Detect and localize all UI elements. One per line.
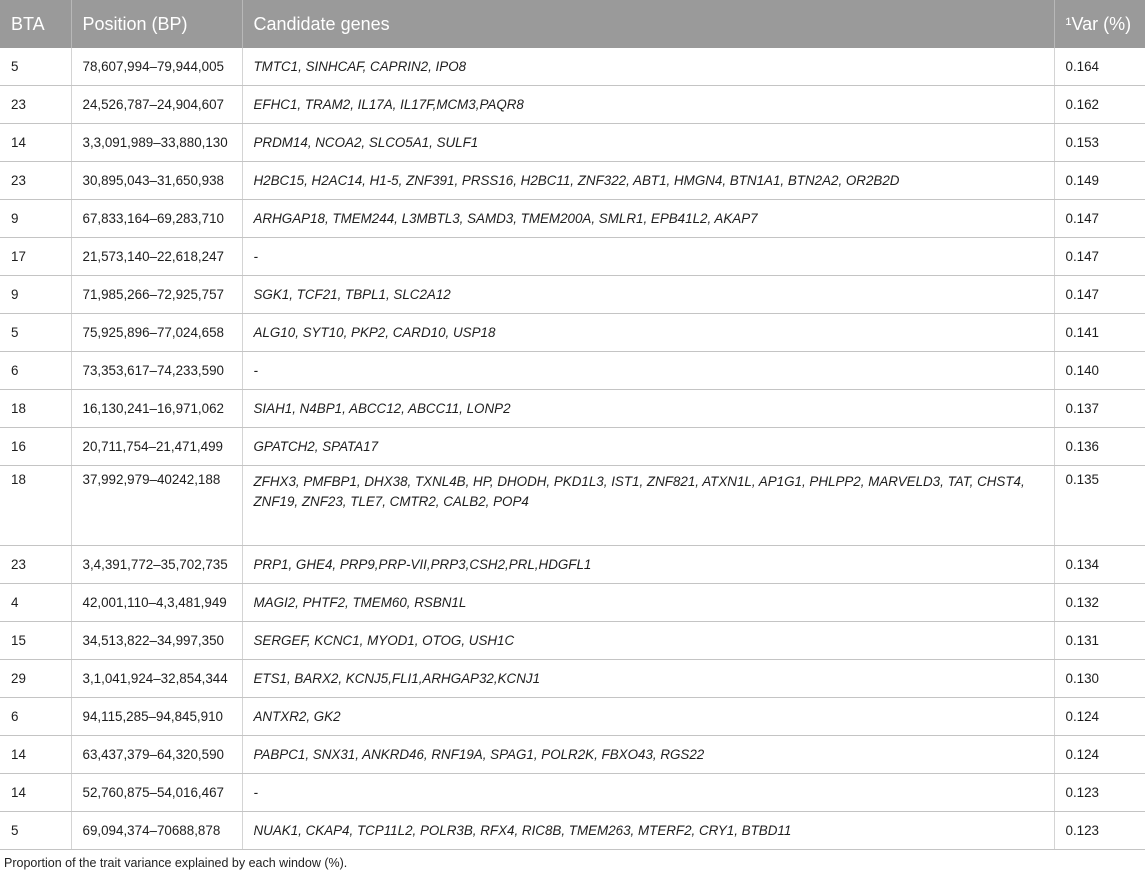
cell-position: 67,833,164–69,283,710 <box>71 200 242 238</box>
cell-candidate-genes: SERGEF, KCNC1, MYOD1, OTOG, USH1C <box>242 622 1054 660</box>
table-row <box>0 200 1145 238</box>
cell-var: 0.149 <box>1054 162 1145 200</box>
cell-var: 0.136 <box>1054 428 1145 466</box>
cell-bta: 9 <box>0 276 71 314</box>
cell-bta: 6 <box>0 698 71 736</box>
cell-var: 0.132 <box>1054 584 1145 622</box>
cell-candidate-genes: ARHGAP18, TMEM244, L3MBTL3, SAMD3, TMEM200A, SMLR1, EPB41L2, AKAP7 <box>242 200 1054 238</box>
header-position: Position (BP) <box>71 0 242 48</box>
cell-position: 42,001,110–4,3,481,949 <box>71 584 242 622</box>
cell-candidate-genes: ETS1, BARX2, KCNJ5,FLI1,ARHGAP32,KCNJ1 <box>242 660 1054 698</box>
table-row <box>0 812 1145 850</box>
cell-var: 0.141 <box>1054 314 1145 352</box>
cell-candidate-genes: - <box>242 352 1054 390</box>
cell-bta: 5 <box>0 48 71 86</box>
cell-bta: 14 <box>0 774 71 812</box>
cell-position: 37,992,979–40242,188 <box>71 466 242 546</box>
table-row <box>0 48 1145 86</box>
cell-bta: 14 <box>0 736 71 774</box>
header-row <box>0 0 1145 48</box>
table-row <box>0 546 1145 584</box>
table-row <box>0 622 1145 660</box>
cell-position: 30,895,043–31,650,938 <box>71 162 242 200</box>
cell-var: 0.123 <box>1054 774 1145 812</box>
cell-position: 3,3,091,989–33,880,130 <box>71 124 242 162</box>
cell-var: 0.140 <box>1054 352 1145 390</box>
cell-candidate-genes: SIAH1, N4BP1, ABCC12, ABCC11, LONP2 <box>242 390 1054 428</box>
cell-candidate-genes: - <box>242 774 1054 812</box>
cell-position: 34,513,822–34,997,350 <box>71 622 242 660</box>
cell-candidate-genes: SGK1, TCF21, TBPL1, SLC2A12 <box>242 276 1054 314</box>
cell-bta: 23 <box>0 546 71 584</box>
table-row <box>0 698 1145 736</box>
header-var: ¹Var (%) <box>1054 0 1145 48</box>
cell-var: 0.131 <box>1054 622 1145 660</box>
cell-bta: 23 <box>0 86 71 124</box>
table-row <box>0 584 1145 622</box>
cell-candidate-genes: ANTXR2, GK2 <box>242 698 1054 736</box>
table-row <box>0 238 1145 276</box>
cell-position: 24,526,787–24,904,607 <box>71 86 242 124</box>
cell-var: 0.137 <box>1054 390 1145 428</box>
cell-position: 20,711,754–21,471,499 <box>71 428 242 466</box>
cell-candidate-genes: TMTC1, SINHCAF, CAPRIN2, IPO8 <box>242 48 1054 86</box>
cell-bta: 18 <box>0 466 71 546</box>
cell-position: 3,4,391,772–35,702,735 <box>71 546 242 584</box>
cell-position: 78,607,994–79,944,005 <box>71 48 242 86</box>
cell-candidate-genes: - <box>242 238 1054 276</box>
cell-position: 16,130,241–16,971,062 <box>71 390 242 428</box>
cell-var: 0.124 <box>1054 736 1145 774</box>
cell-var: 0.135 <box>1054 466 1145 546</box>
cell-position: 21,573,140–22,618,247 <box>71 238 242 276</box>
table-row <box>0 124 1145 162</box>
cell-bta: 17 <box>0 238 71 276</box>
table-row <box>0 276 1145 314</box>
cell-bta: 23 <box>0 162 71 200</box>
cell-candidate-genes: PRP1, GHE4, PRP9,PRP-VII,PRP3,CSH2,PRL,HDGFL1 <box>242 546 1054 584</box>
cell-var: 0.153 <box>1054 124 1145 162</box>
header-candidate-genes: Candidate genes <box>242 0 1054 48</box>
cell-candidate-genes: ZFHX3, PMFBP1, DHX38, TXNL4B, HP, DHODH, PKD1L3, IST1, ZNF821, ATXN1L, AP1G1, PHLPP2, MARVELD3, TAT, CHST4, ZNF19, ZNF23, TLE7, CMTR2, CALB2, POP4 <box>242 466 1054 546</box>
cell-candidate-genes: PABPC1, SNX31, ANKRD46, RNF19A, SPAG1, POLR2K, FBXO43, RGS22 <box>242 736 1054 774</box>
table-row <box>0 736 1145 774</box>
cell-position: 69,094,374–70688,878 <box>71 812 242 850</box>
cell-var: 0.130 <box>1054 660 1145 698</box>
table-row <box>0 390 1145 428</box>
table-row <box>0 466 1145 546</box>
cell-bta: 5 <box>0 314 71 352</box>
cell-position: 94,115,285–94,845,910 <box>71 698 242 736</box>
cell-bta: 14 <box>0 124 71 162</box>
table-body <box>0 48 1145 850</box>
header-bta: BTA <box>0 0 71 48</box>
table-row <box>0 86 1145 124</box>
cell-bta: 15 <box>0 622 71 660</box>
cell-var: 0.147 <box>1054 200 1145 238</box>
cell-position: 52,760,875–54,016,467 <box>71 774 242 812</box>
cell-candidate-genes: EFHC1, TRAM2, IL17A, IL17F,MCM3,PAQR8 <box>242 86 1054 124</box>
table-row <box>0 314 1145 352</box>
table-row <box>0 774 1145 812</box>
cell-var: 0.123 <box>1054 812 1145 850</box>
table-row <box>0 428 1145 466</box>
cell-bta: 5 <box>0 812 71 850</box>
table-row <box>0 162 1145 200</box>
table-footnote: Proportion of the trait variance explained by each window (%). <box>4 856 348 870</box>
cell-bta: 6 <box>0 352 71 390</box>
cell-candidate-genes: MAGI2, PHTF2, TMEM60, RSBN1L <box>242 584 1054 622</box>
cell-position: 3,1,041,924–32,854,344 <box>71 660 242 698</box>
cell-position: 75,925,896–77,024,658 <box>71 314 242 352</box>
table-header <box>0 0 1145 48</box>
cell-position: 71,985,266–72,925,757 <box>71 276 242 314</box>
table-row <box>0 660 1145 698</box>
cell-bta: 4 <box>0 584 71 622</box>
cell-position: 63,437,379–64,320,590 <box>71 736 242 774</box>
cell-bta: 29 <box>0 660 71 698</box>
cell-candidate-genes: NUAK1, CKAP4, TCP11L2, POLR3B, RFX4, RIC8B, TMEM263, MTERF2, CRY1, BTBD11 <box>242 812 1054 850</box>
cell-candidate-genes: ALG10, SYT10, PKP2, CARD10, USP18 <box>242 314 1054 352</box>
cell-bta: 18 <box>0 390 71 428</box>
cell-var: 0.147 <box>1054 238 1145 276</box>
cell-candidate-genes: PRDM14, NCOA2, SLCO5A1, SULF1 <box>242 124 1054 162</box>
cell-var: 0.164 <box>1054 48 1145 86</box>
cell-var: 0.124 <box>1054 698 1145 736</box>
cell-bta: 16 <box>0 428 71 466</box>
cell-candidate-genes: H2BC15, H2AC14, H1-5, ZNF391, PRSS16, H2BC11, ZNF322, ABT1, HMGN4, BTN1A1, BTN2A2, OR2B2D <box>242 162 1054 200</box>
cell-candidate-genes: GPATCH2, SPATA17 <box>242 428 1054 466</box>
cell-bta: 9 <box>0 200 71 238</box>
cell-var: 0.134 <box>1054 546 1145 584</box>
cell-var: 0.162 <box>1054 86 1145 124</box>
table-row <box>0 352 1145 390</box>
cell-position: 73,353,617–74,233,590 <box>71 352 242 390</box>
cell-var: 0.147 <box>1054 276 1145 314</box>
